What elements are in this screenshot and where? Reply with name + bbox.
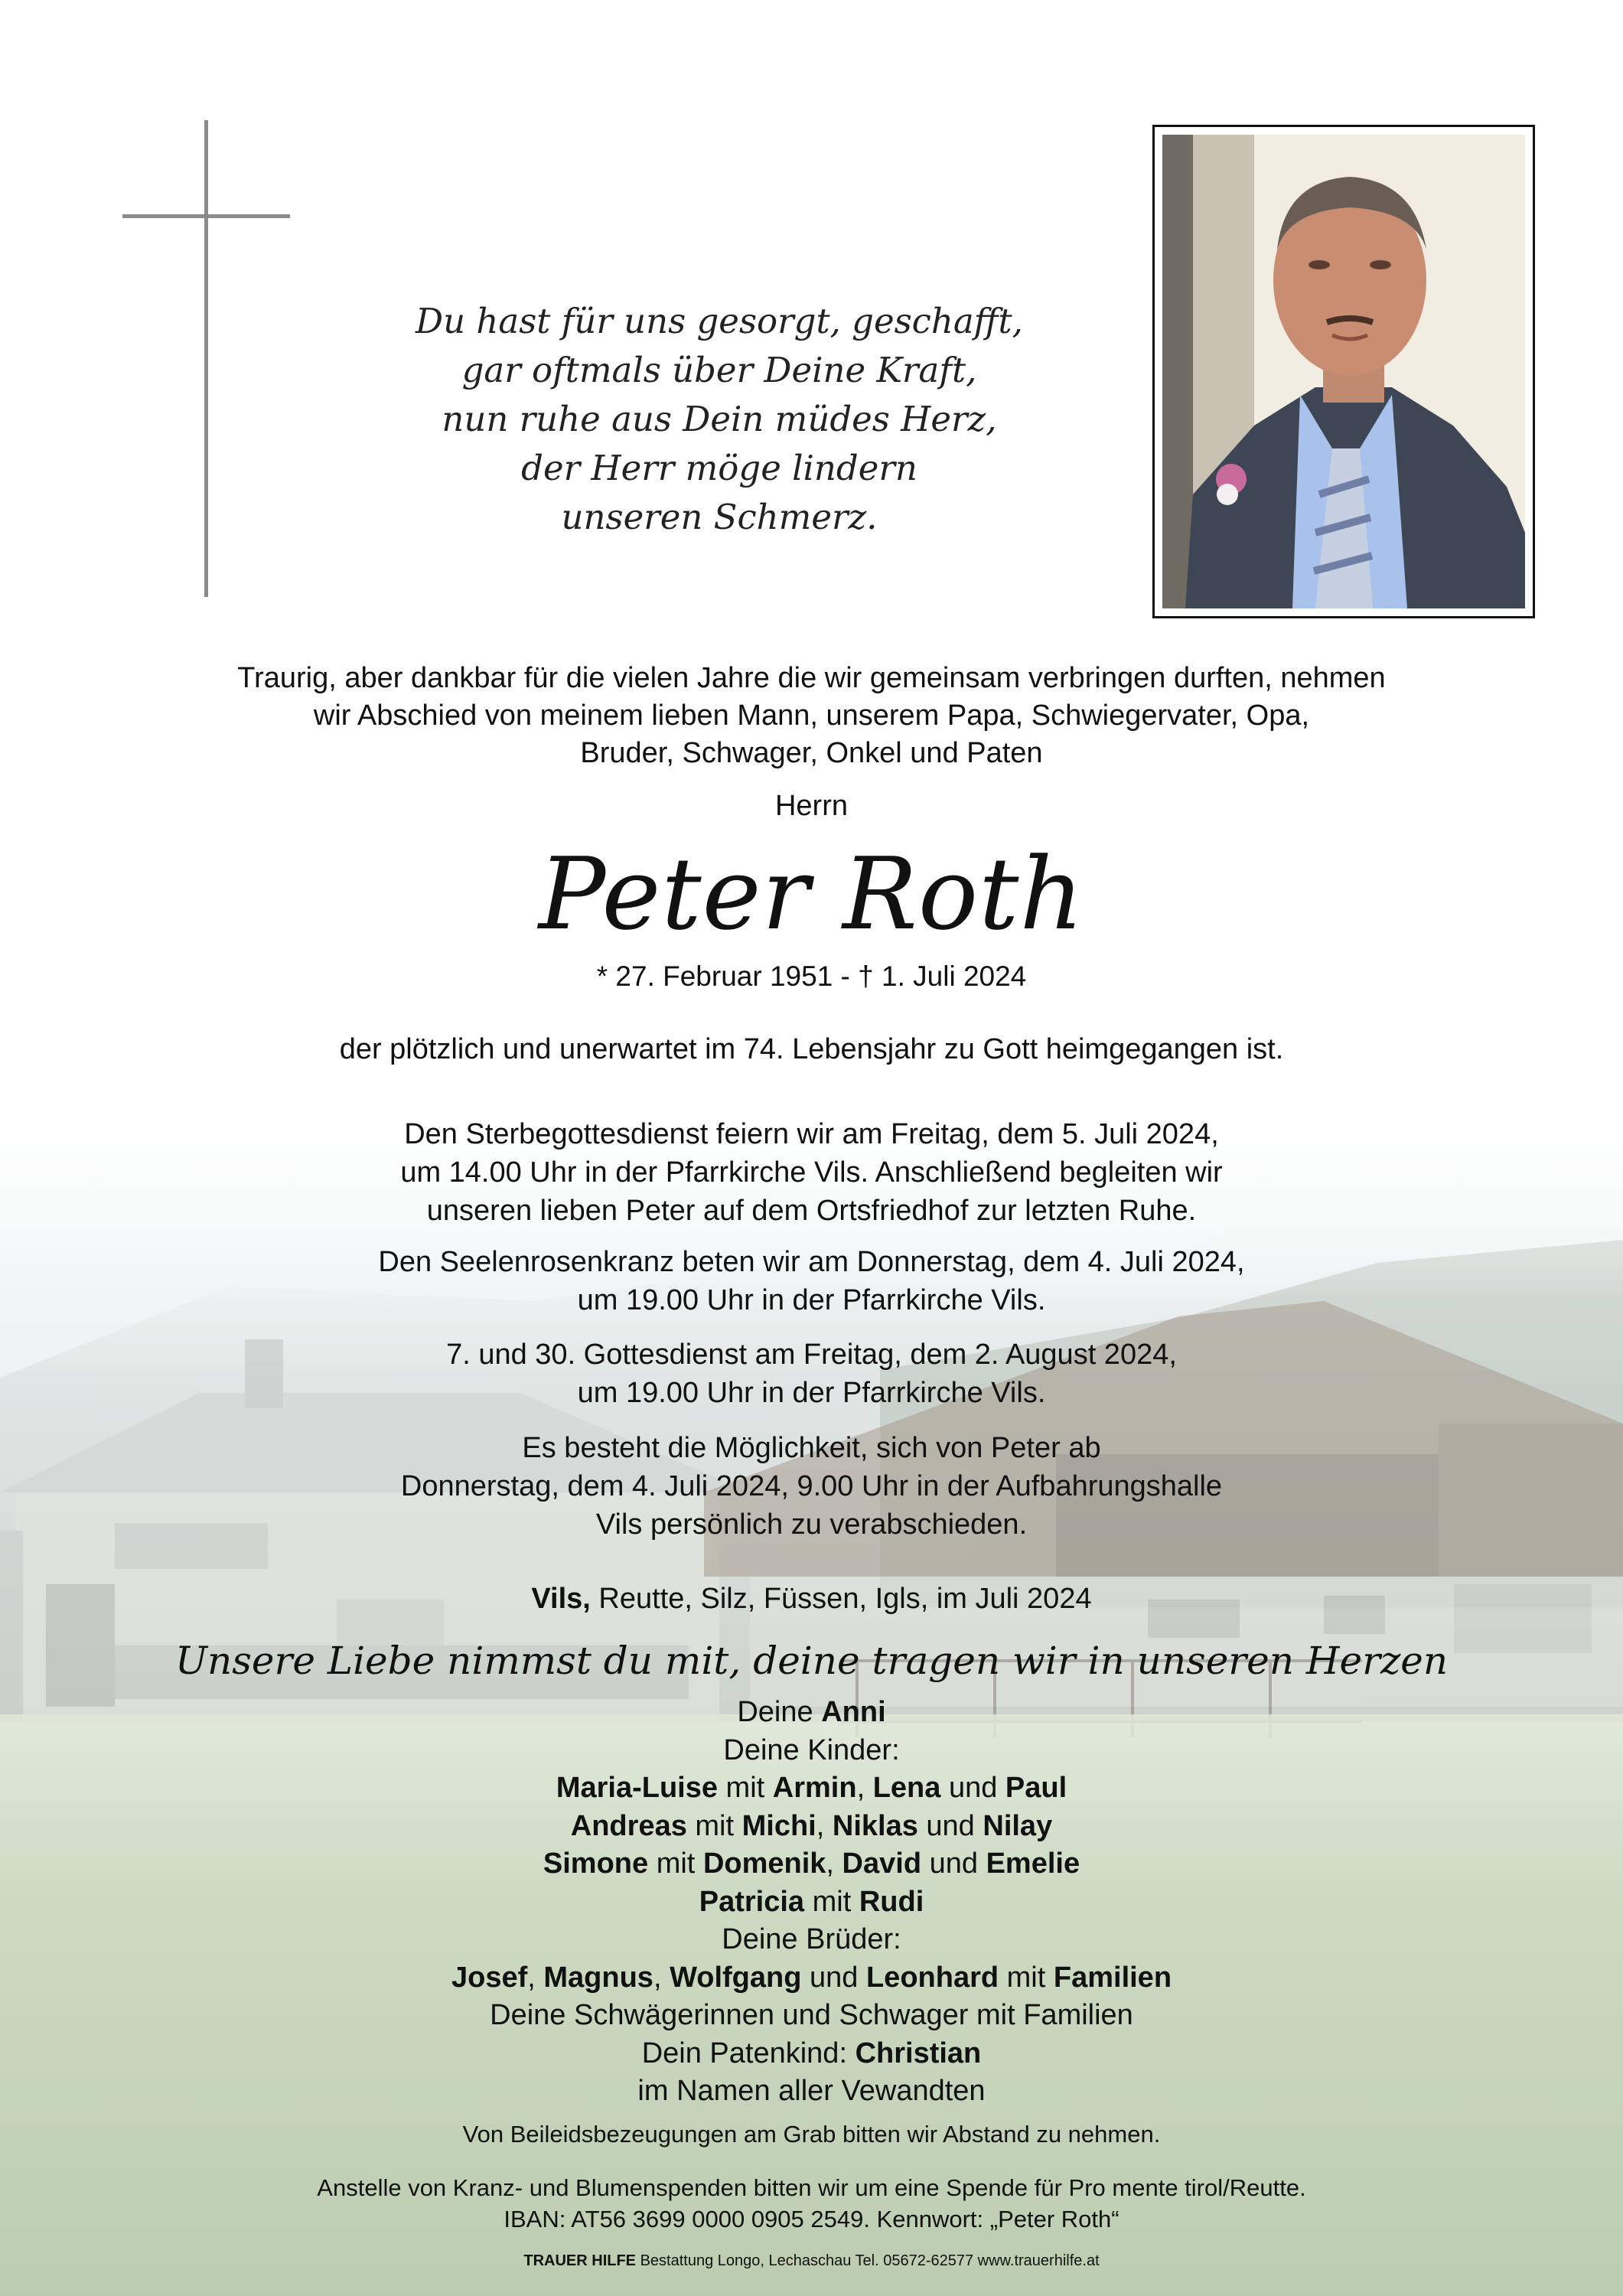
memorial-motto: Unsere Liebe nimmst du mit, deine tragen wir in unseren Herzen (174, 1639, 1449, 1683)
service-line: um 14.00 Uhr in der Pfarrkirche Vils. Anschließend begleiten wir (400, 1156, 1223, 1189)
intro-line: Traurig, aber dankbar für die vielen Jahre die wir gemeinsam verbringen durften, nehmen (237, 662, 1386, 694)
cross-icon-bar (122, 214, 290, 218)
viewing-text (0, 1429, 1623, 1544)
places-and-date (0, 1583, 1623, 1616)
mourner-relatives: im Namen aller Vewandten (637, 2075, 986, 2107)
portrait-photo (1162, 135, 1525, 608)
poem-line: nun ruhe aus Dein müdes Herz, (442, 399, 997, 439)
places-rest: Reutte, Silz, Füssen, Igls, im Juli 2024 (590, 1583, 1092, 1615)
funeral-home-contact: Bestattung Longo, Lechaschau Tel. 05672-62577 www.trauerhilfe.at (636, 2252, 1100, 2269)
poem-line: der Herr möge lindern (521, 448, 917, 488)
deceased-name: Peter Roth (538, 836, 1085, 952)
donation-info (0, 2172, 1623, 2235)
donation-line: Anstelle von Kranz- und Blumenspenden bitten wir um eine Spende für Pro mente tirol/Reutte. (317, 2174, 1306, 2201)
mourner-child: Andreas mit Michi, Niklas und Nilay (570, 1809, 1053, 1842)
salutation: Herrn (774, 790, 849, 822)
poem-line: unseren Schmerz. (561, 497, 878, 537)
cross-icon (204, 120, 208, 597)
service-line: unseren lieben Peter auf dem Ortsfriedhof zur letzten Ruhe. (426, 1195, 1197, 1227)
funeral-home-footer (0, 2252, 1623, 2270)
mass-line: 7. und 30. Gottesdienst am Freitag, dem 2. August 2024, (446, 1339, 1177, 1371)
mourner-child: Maria-Luise mit Armin, Lena und Paul (556, 1772, 1067, 1804)
brothers-label: Deine Brüder: (722, 1923, 901, 1955)
mass-line: um 19.00 Uhr in der Pfarrkirche Vils. (577, 1377, 1046, 1409)
mourner-wife: Deine Anni (737, 1696, 886, 1728)
poem-line: Du hast für uns gesorgt, geschafft, (416, 301, 1023, 341)
life-dates: * 27. Februar 1951 - † 1. Juli 2024 (596, 960, 1027, 992)
mourner-godchild: Dein Patenkind: Christian (641, 2037, 982, 2069)
children-label: Deine Kinder: (723, 1733, 900, 1766)
mourner-child: Patricia mit Rudi (699, 1885, 924, 1918)
mourner-child: Simone mit Domenik, David und Emelie (543, 1848, 1080, 1880)
place-vils: Vils, (531, 1583, 591, 1615)
service-line: Den Sterbegottesdienst feiern wir am Freitag, dem 5. Juli 2024, (404, 1118, 1219, 1150)
mourner-inlaws: Deine Schwägerinnen und Schwager mit Familien (490, 1999, 1133, 2031)
viewing-line: Vils persönlich zu verabschieden. (595, 1508, 1028, 1541)
intro-line: wir Abschied von meinem lieben Mann, unserem Papa, Schwiegervater, Opa, (313, 700, 1310, 732)
intro-line: Bruder, Schwager, Onkel und Paten (580, 737, 1043, 769)
memorial-poem (398, 297, 1041, 542)
intro-text (0, 660, 1623, 772)
memorial-mass-text (0, 1336, 1623, 1412)
rosary-line: Den Seelenrosenkranz beten wir am Donnerstag, dem 4. Juli 2024, (378, 1246, 1245, 1278)
funeral-service-text (0, 1115, 1623, 1230)
condolence-request: Von Beileidsbezeugungen am Grab bitten wir Abstand zu nehmen. (462, 2121, 1161, 2148)
funeral-home-brand: TRAUER HILFE (523, 2252, 637, 2269)
viewing-line: Es besteht die Möglichkeit, sich von Peter ab (522, 1432, 1101, 1464)
mourners-list (0, 1694, 1623, 2111)
mourner-brothers: Josef, Magnus, Wolfgang und Leonhard mit Familien (451, 1961, 1172, 1994)
portrait-photo-frame (1152, 125, 1535, 618)
rosary-line: um 19.00 Uhr in der Pfarrkirche Vils. (577, 1284, 1046, 1316)
passing-text: der plötzlich und unerwartet im 74. Lebensjahr zu Gott heimgegangen ist. (339, 1033, 1284, 1065)
poem-line: gar oftmals über Deine Kraft, (461, 350, 977, 390)
rosary-text (0, 1243, 1623, 1319)
viewing-line: Donnerstag, dem 4. Juli 2024, 9.00 Uhr in der Aufbahrungshalle (400, 1470, 1223, 1502)
donation-iban: IBAN: AT56 3699 0000 0905 2549. Kennwort: „Peter Roth“ (504, 2206, 1119, 2232)
